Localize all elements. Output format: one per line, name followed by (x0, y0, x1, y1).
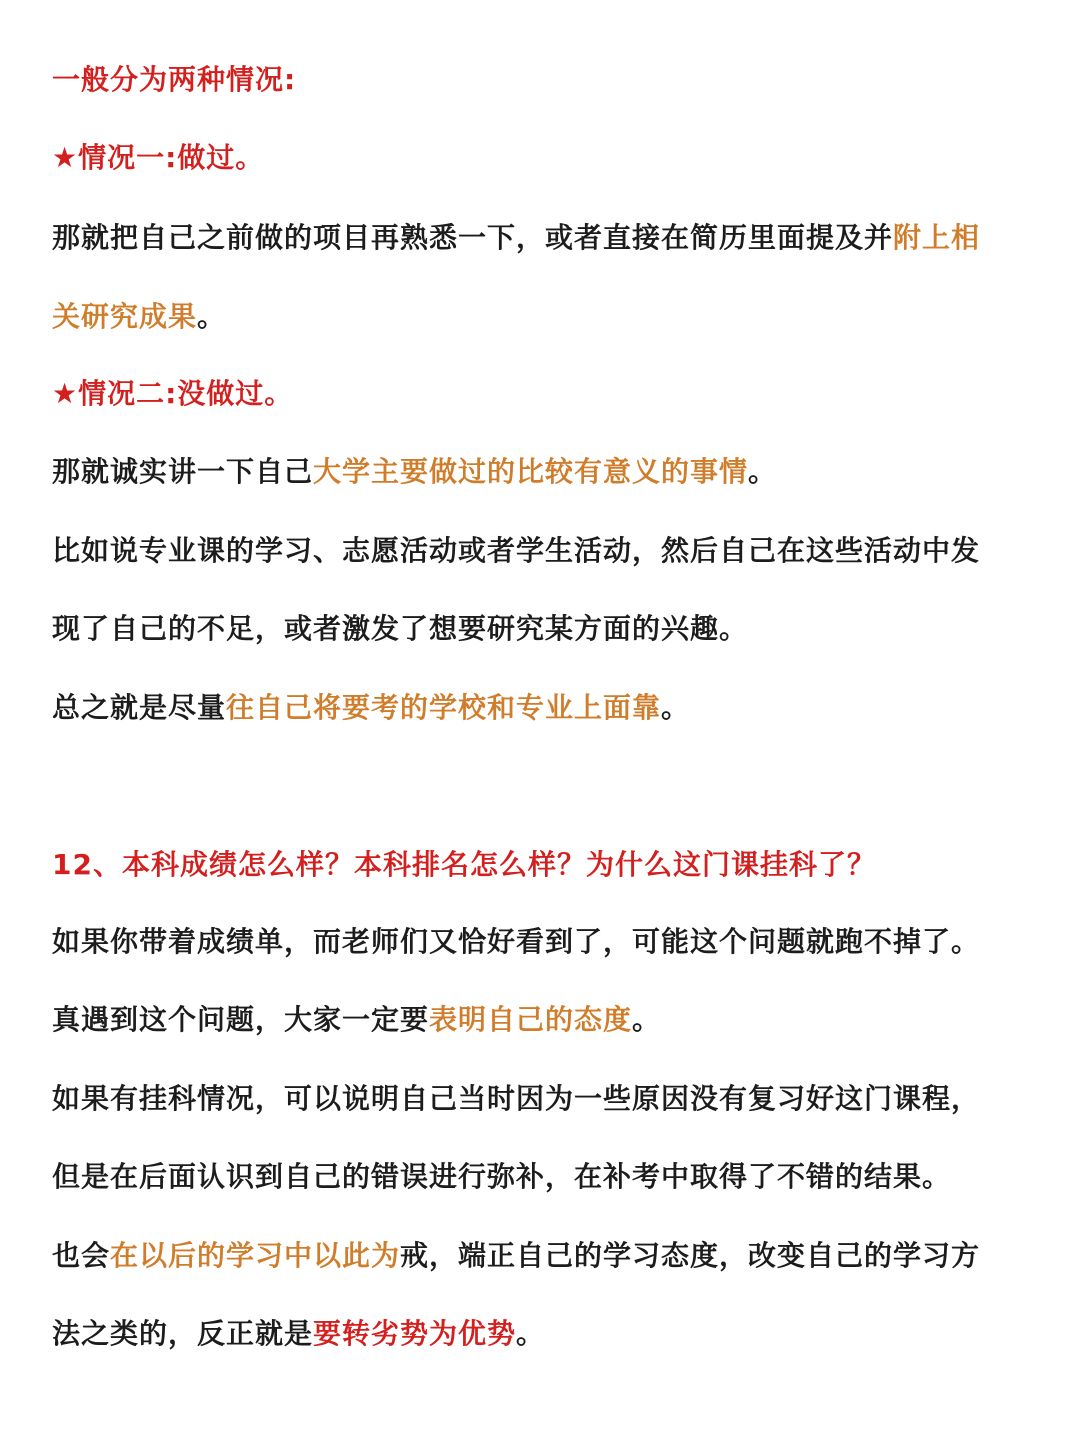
highlight-text: 要转劣势为优势 (313, 1317, 517, 1350)
answer-para-3-line-2: 但是在后面认识到自己的错误进行弥补，在补考中取得了不错的结果。 (52, 1160, 952, 1193)
text-run: 真遇到这个问题，大家一定要 (52, 1003, 430, 1036)
text-run: 戒，端正自己的学习态度，改变自己的学习方 (400, 1239, 981, 1272)
answer-para-4-line-1 (52, 1236, 980, 1276)
case-one-body-line-1 (52, 218, 980, 258)
text-run: 法之类的，反正就是 (52, 1317, 314, 1350)
case-two-title: ★情况二:没做过。 (52, 377, 294, 410)
highlight-text: 在以后的学习中以此为 (110, 1239, 401, 1272)
answer-para-3-line-1: 如果有挂科情况，可以说明自己当时因为一些原因没有复习好这门课程， (52, 1082, 981, 1115)
text-run: 。 (661, 691, 691, 724)
highlight-text: 关研究成果 (52, 300, 198, 333)
text-run: 那就诚实讲一下自己 (52, 455, 314, 488)
text-run: 总之就是尽量 (52, 691, 227, 724)
case-two-body (52, 452, 777, 492)
case-two-example-line-2: 现了自己的不足，或者激发了想要研究某方面的兴趣。 (52, 612, 749, 645)
text-run: 。 (632, 1003, 662, 1036)
highlight-text: 大学主要做过的比较有意义的事情 (313, 455, 749, 488)
case-two-example-line-1: 比如说专业课的学习、志愿活动或者学生活动，然后自己在这些活动中发 (52, 534, 981, 567)
case-two-summary (52, 688, 690, 728)
text-run: 也会 (52, 1239, 111, 1272)
text-run: 。 (516, 1317, 546, 1350)
highlight-text: 表明自己的态度 (429, 1003, 633, 1036)
section-heading: 一般分为两种情况: (52, 63, 297, 96)
text-run: 。 (748, 455, 778, 488)
case-one-title: ★情况一:做过。 (52, 141, 265, 174)
highlight-text: 附上相 (893, 221, 981, 254)
question-heading: 12、本科成绩怎么样？本科排名怎么样？为什么这门课挂科了？ (52, 848, 876, 881)
case-one-body-line-2 (52, 297, 226, 337)
answer-para-4-line-2 (52, 1314, 545, 1354)
answer-para-1: 如果你带着成绩单，而老师们又恰好看到了，可能这个问题就跑不掉了。 (52, 925, 981, 958)
answer-para-2 (52, 1000, 661, 1040)
text-run: 。 (197, 300, 227, 333)
text-run: 那就把自己之前做的项目再熟悉一下，或者直接在简历里面提及并 (52, 221, 894, 254)
highlight-text: 往自己将要考的学校和专业上面靠 (226, 691, 662, 724)
